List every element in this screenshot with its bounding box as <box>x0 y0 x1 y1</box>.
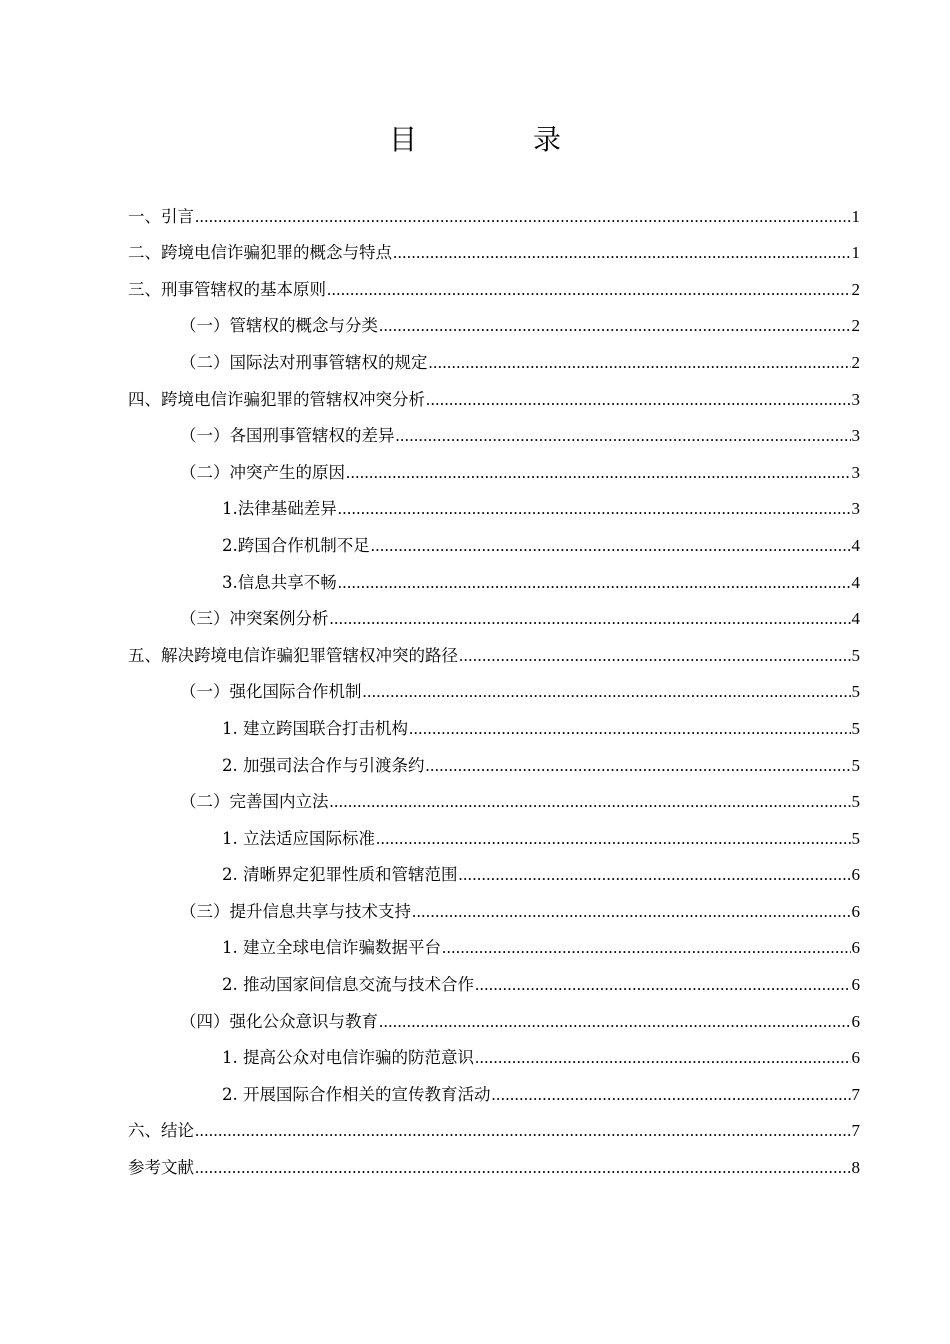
toc-entry-label: 1. 立法适应国际标准 <box>222 828 375 848</box>
toc-entry[interactable] <box>128 300 860 337</box>
toc-page-number: 3 <box>851 389 860 409</box>
toc-entry-label: （二）完善国内立法 <box>180 792 329 812</box>
toc-entry-label: （二）国际法对刑事管辖权的规定 <box>180 352 428 372</box>
toc-dot-leader <box>195 1121 851 1141</box>
toc-entry[interactable] <box>128 446 860 483</box>
toc-page-number: 3 <box>851 462 860 482</box>
toc-entry[interactable] <box>128 227 860 264</box>
toc-entry-label: 1.法律基础差异 <box>222 499 337 519</box>
toc-dot-leader <box>412 902 851 922</box>
toc-dot-leader <box>475 975 851 995</box>
toc-dot-leader <box>330 792 851 812</box>
toc-dot-leader <box>195 207 851 227</box>
toc-page-number: 2 <box>851 279 860 299</box>
toc-entry[interactable] <box>128 885 860 922</box>
toc-page-number: 6 <box>851 865 860 885</box>
toc-entry[interactable] <box>128 190 860 227</box>
toc-page-number: 6 <box>851 975 860 995</box>
toc-dot-leader <box>459 865 851 885</box>
toc-entry[interactable] <box>128 739 860 776</box>
toc-page-number: 3 <box>851 426 860 446</box>
toc-dot-leader <box>338 573 851 593</box>
toc-dot-leader <box>393 243 851 263</box>
toc-page-number: 1 <box>851 243 860 263</box>
toc-dot-leader <box>492 1085 851 1105</box>
toc-entry[interactable] <box>128 483 860 520</box>
toc-entry-label: 三、刑事管辖权的基本原则 <box>128 279 326 299</box>
toc-page-number: 5 <box>851 792 860 812</box>
toc-page-number: 2 <box>851 352 860 372</box>
toc-entry[interactable] <box>128 410 860 447</box>
toc-page-number: 7 <box>851 1121 860 1141</box>
toc-dot-leader <box>376 829 851 849</box>
toc-page-number: 7 <box>851 1084 860 1104</box>
toc-title: 目 录 <box>388 123 605 156</box>
toc-entry-label: 六、结论 <box>128 1121 194 1141</box>
toc-dot-leader <box>330 609 851 629</box>
toc-page-number: 4 <box>851 535 860 555</box>
toc-dot-leader <box>346 463 851 483</box>
toc-entry[interactable] <box>128 922 860 959</box>
toc-entry[interactable] <box>128 1068 860 1105</box>
toc-page-number: 5 <box>851 828 860 848</box>
toc-entry-label: 1. 建立全球电信诈骗数据平台 <box>222 938 441 958</box>
toc-page-number: 5 <box>851 645 860 665</box>
toc-entry-label: （三）冲突案例分析 <box>180 609 329 629</box>
toc-dot-leader <box>363 682 851 702</box>
toc-entry[interactable] <box>128 812 860 849</box>
toc-page-number: 5 <box>851 718 860 738</box>
toc-entry-label: 2. 开展国际合作相关的宣传教育活动 <box>222 1084 491 1104</box>
toc-dot-leader <box>409 719 851 739</box>
toc-entry-label: 2.跨国合作机制不足 <box>222 535 370 555</box>
toc-entry-label: 3.信息共享不畅 <box>222 572 337 592</box>
toc-entry-label: （一）管辖权的概念与分类 <box>180 316 378 336</box>
toc-dot-leader <box>379 316 851 336</box>
toc-page-number: 3 <box>851 499 860 519</box>
toc-dot-leader <box>426 756 851 776</box>
toc-entry-label: 2. 加强司法合作与引渡条约 <box>222 755 425 775</box>
toc-entry-label: 1. 提高公众对电信诈骗的防范意识 <box>222 1048 474 1068</box>
toc-page-number: 6 <box>851 938 860 958</box>
toc-entry-label: 二、跨境电信诈骗犯罪的概念与特点 <box>128 243 392 263</box>
toc-dot-leader <box>442 938 851 958</box>
toc-entry[interactable] <box>128 776 860 813</box>
toc-page-number: 1 <box>851 206 860 226</box>
toc-entry[interactable] <box>128 629 860 666</box>
toc-entry[interactable] <box>128 995 860 1032</box>
toc-entry-label: （三）提升信息共享与技术支持 <box>180 901 411 921</box>
toc-entry[interactable] <box>128 702 860 739</box>
toc-entry-label: （一）各国刑事管辖权的差异 <box>180 426 395 446</box>
toc-list <box>128 190 860 1178</box>
toc-entry-label: （二）冲突产生的原因 <box>180 462 345 482</box>
toc-dot-leader <box>426 390 851 410</box>
toc-entry-label: 参考文献 <box>128 1158 194 1178</box>
toc-entry[interactable] <box>128 556 860 593</box>
toc-entry[interactable] <box>128 519 860 556</box>
toc-entry[interactable] <box>128 958 860 995</box>
toc-entry[interactable] <box>128 373 860 410</box>
toc-entry-label: 2. 推动国家间信息交流与技术合作 <box>222 975 474 995</box>
toc-page-number: 4 <box>851 609 860 629</box>
toc-entry[interactable] <box>128 1032 860 1069</box>
toc-page-number: 6 <box>851 1048 860 1068</box>
toc-dot-leader <box>429 353 851 373</box>
toc-entry-label: 2. 清晰界定犯罪性质和管辖范围 <box>222 865 458 885</box>
toc-dot-leader <box>371 536 851 556</box>
toc-page-number: 5 <box>851 755 860 775</box>
toc-entry[interactable] <box>128 593 860 630</box>
toc-entry-label: 一、引言 <box>128 206 194 226</box>
toc-dot-leader <box>327 280 851 300</box>
toc-page-number: 8 <box>851 1158 860 1178</box>
toc-entry-label: （四）强化公众意识与教育 <box>180 1011 378 1031</box>
toc-dot-leader <box>338 499 851 519</box>
toc-page-number: 2 <box>851 316 860 336</box>
toc-dot-leader <box>459 646 851 666</box>
toc-entry[interactable] <box>128 666 860 703</box>
toc-entry-label: 1. 建立跨国联合打击机构 <box>222 718 408 738</box>
toc-page-number: 4 <box>851 572 860 592</box>
toc-entry[interactable] <box>128 1141 860 1178</box>
toc-page-number: 5 <box>851 682 860 702</box>
toc-dot-leader <box>195 1158 851 1178</box>
toc-entry-label: （一）强化国际合作机制 <box>180 682 362 702</box>
toc-dot-leader <box>396 426 851 446</box>
toc-entry[interactable] <box>128 849 860 886</box>
toc-page-number: 6 <box>851 901 860 921</box>
toc-dot-leader <box>379 1012 851 1032</box>
toc-page-number: 6 <box>851 1011 860 1031</box>
toc-entry-label: 五、解决跨境电信诈骗犯罪管辖权冲突的路径 <box>128 645 458 665</box>
toc-entry-label: 四、跨境电信诈骗犯罪的管辖权冲突分析 <box>128 389 425 409</box>
toc-entry[interactable] <box>128 263 860 300</box>
toc-entry[interactable] <box>128 1105 860 1142</box>
toc-dot-leader <box>475 1048 851 1068</box>
toc-entry[interactable] <box>128 336 860 373</box>
